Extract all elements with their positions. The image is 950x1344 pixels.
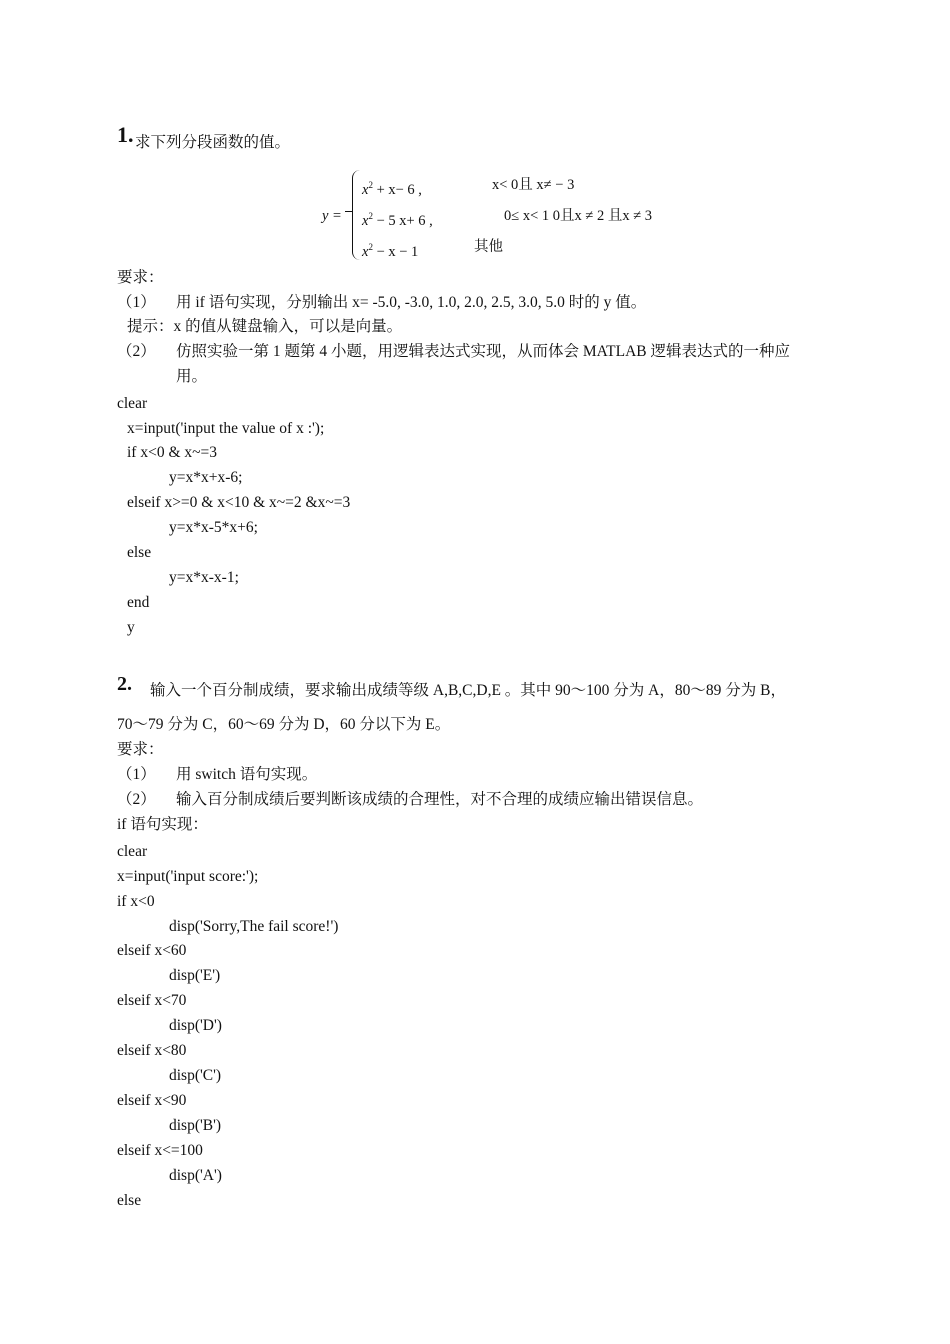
code-line: disp('D')	[169, 1017, 222, 1034]
code-line: disp('B')	[169, 1117, 222, 1134]
code-line: elseif x<70	[117, 992, 187, 1009]
formula-brace	[352, 170, 361, 260]
code-line: if x<0	[117, 893, 155, 910]
code-line: elseif x<=100	[117, 1142, 203, 1159]
formula-row-1-var: x	[362, 182, 369, 198]
code-line: else	[127, 544, 152, 561]
question-2-text-line1: 输入一个百分制成绩，要求输出成绩等级 A,B,C,D,E 。其中 90～100 分为 A，80～89 分为 B，	[150, 682, 786, 699]
code-line: y=x*x-x-1;	[169, 569, 239, 586]
code-line: disp('E')	[169, 967, 221, 984]
formula-row-2-expr: − 5 x+ 6 ,	[376, 213, 433, 229]
code-line: if x<0 & x~=3	[127, 444, 218, 461]
code-line: elseif x<80	[117, 1042, 187, 1059]
formula-brace-tip	[345, 211, 352, 212]
code-line: y=x*x+x-6;	[169, 469, 243, 486]
code-line: x=input('input score:');	[117, 868, 259, 885]
q1-requirements-label: 要求：	[117, 269, 164, 286]
formula-lhs: y =	[322, 208, 342, 224]
q1-req2-text-line1: 仿照实验一第 1 题第 4 小题，用逻辑表达式实现，从而体会 MATLAB 逻辑表达式的一种应	[176, 343, 790, 360]
formula-row-3-var: x	[362, 244, 369, 260]
code-line: elseif x>=0 & x<10 & x~=2 &x~=3	[127, 494, 351, 511]
q1-req1-text: 用 if 语句实现，分别输出 x= -5.0, -3.0, 1.0, 2.0, 2.5, 3.0, 5.0 时的 y 值。	[176, 294, 647, 311]
question-2-number: 2.	[117, 673, 132, 695]
code-line: elseif x<60	[117, 942, 187, 959]
q1-req1-number: （1）	[117, 294, 156, 311]
formula-row-3-cond: 其他	[474, 239, 503, 255]
code-line: else	[117, 1192, 142, 1209]
formula-row-3-sup: 2	[368, 242, 373, 252]
formula-row-2-var: x	[362, 213, 369, 229]
q2-requirements-label: 要求：	[117, 741, 164, 758]
q1-req2-text-line2: 用。	[176, 368, 208, 385]
q2-req2-number: （2）	[117, 791, 156, 808]
formula-row-1-expr: + x− 6 ,	[376, 182, 422, 198]
q2-if-label: if 语句实现：	[117, 816, 208, 833]
question-1-number: 1.	[117, 122, 134, 147]
question-1-title: 求下列分段函数的值。	[135, 134, 291, 151]
formula-row-2-cond: 0≤ x< 1 0且x ≠ 2 且x ≠ 3	[504, 208, 653, 224]
question-2-text-line2: 70～79 分为 C，60～69 分为 D，60 分以下为 E。	[117, 716, 451, 733]
formula-row-3	[362, 237, 418, 262]
code-line: y=x*x-5*x+6;	[169, 519, 258, 536]
code-line: disp('A')	[169, 1167, 222, 1184]
code-line: y	[127, 619, 135, 636]
code-line: disp('Sorry,The fail score!')	[169, 918, 339, 935]
formula-row-1	[362, 175, 422, 200]
q2-req1-text: 用 switch 语句实现。	[176, 766, 318, 783]
code-line: disp('C')	[169, 1067, 222, 1084]
formula-row-1-sup: 2	[368, 180, 373, 190]
formula-row-2	[362, 206, 433, 231]
code-line: elseif x<90	[117, 1092, 187, 1109]
code-line: clear	[117, 395, 148, 412]
q1-req2-number: （2）	[117, 343, 156, 360]
code-line: x=input('input the value of x :');	[127, 420, 325, 437]
formula-row-1-cond: x< 0且 x≠ − 3	[492, 177, 575, 193]
q2-req2-text: 输入百分制成绩后要判断该成绩的合理性，对不合理的成绩应输出错误信息。	[176, 791, 704, 808]
q1-hint: 提示：x 的值从键盘输入，可以是向量。	[127, 318, 403, 335]
formula-row-2-sup: 2	[368, 211, 373, 221]
code-line: clear	[117, 843, 148, 860]
code-line: end	[127, 594, 150, 611]
formula-row-3-expr: − x − 1	[376, 244, 419, 260]
q2-req1-number: （1）	[117, 766, 156, 783]
